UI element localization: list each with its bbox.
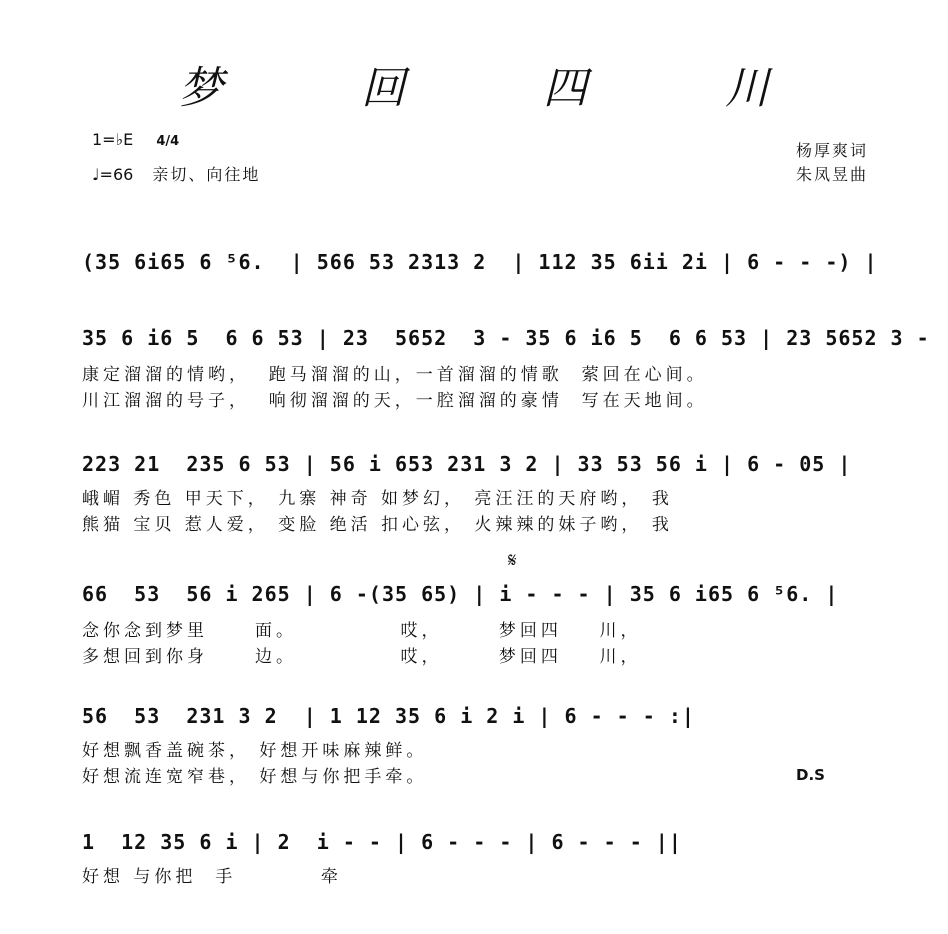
expression-mark: 亲切、向往地 xyxy=(152,165,261,184)
key-label: 1=♭E xyxy=(92,130,134,149)
dal-segno-marker: D.S xyxy=(796,766,825,784)
lyric-verse-2: 川江溜溜的号子， 响彻溜溜的天，一腔溜溜的豪情 写在天地间。 xyxy=(82,391,708,411)
lyric-verse-2: 好想流连宽窄巷， 好想与你把手牵。 xyxy=(82,767,428,787)
notation-line: 56 53 231 3 2 | 1 12 35 6 i 2 i | 6 - - - :| xyxy=(82,704,695,728)
time-signature: 4/4 xyxy=(156,134,180,149)
notation-line: 223 21 235 6 53 | 56 i 653 231 3 2 | 33 53 56 i | 6 - 05 | xyxy=(82,452,852,476)
song-title: 梦 回 四 川 xyxy=(179,63,831,114)
tempo-mark: ♩=66 xyxy=(92,165,134,184)
notation-line: 1 12 35 6 i | 2 i - - | 6 - - - | 6 - - - || xyxy=(82,830,682,854)
notation-line: 35 6 i6 5 6 6 53 | 23 5652 3 - 35 6 i6 5 6 6 53 | 23 5652 3 - xyxy=(82,326,930,350)
composer-credit: 朱凤昱曲 xyxy=(795,165,868,184)
lyric-verse-1: 好想飘香盖碗茶， 好想开味麻辣鲜。 xyxy=(82,741,428,761)
lyric-verse-1: 康定溜溜的情哟， 跑马溜溜的山，一首溜溜的情歌 萦回在心间。 xyxy=(82,365,708,385)
segno-icon: 𝄋 xyxy=(508,548,517,572)
key-signature xyxy=(92,130,179,149)
notation-line: (35 6i65 6 ⁵6. | 566 53 2313 2 | 112 35 6ii 2i | 6 - - -) | xyxy=(82,250,878,274)
lyricist-credit: 杨厚爽词 xyxy=(795,141,868,160)
lyric-verse-2: 多想回到你身 边。 哎， 梦回四 川， xyxy=(82,647,642,667)
notation-line: 66 53 56 i 265 | 6 -(35 65) | i - - - | 35 6 i65 6 ⁵6. | xyxy=(82,582,839,606)
lyric-verse-1: 好想 与你把 手 牵 xyxy=(82,867,342,887)
lyric-verse-1: 念你念到梦里 面。 哎， 梦回四 川， xyxy=(82,621,642,641)
lyric-verse-2: 熊猫 宝贝 惹人爱， 变脸 绝活 扣心弦， 火辣辣的妹子哟， 我 xyxy=(82,515,673,535)
tempo-line xyxy=(92,162,260,185)
lyric-verse-1: 峨嵋 秀色 甲天下， 九寨 神奇 如梦幻， 亮汪汪的天府哟， 我 xyxy=(82,489,673,509)
